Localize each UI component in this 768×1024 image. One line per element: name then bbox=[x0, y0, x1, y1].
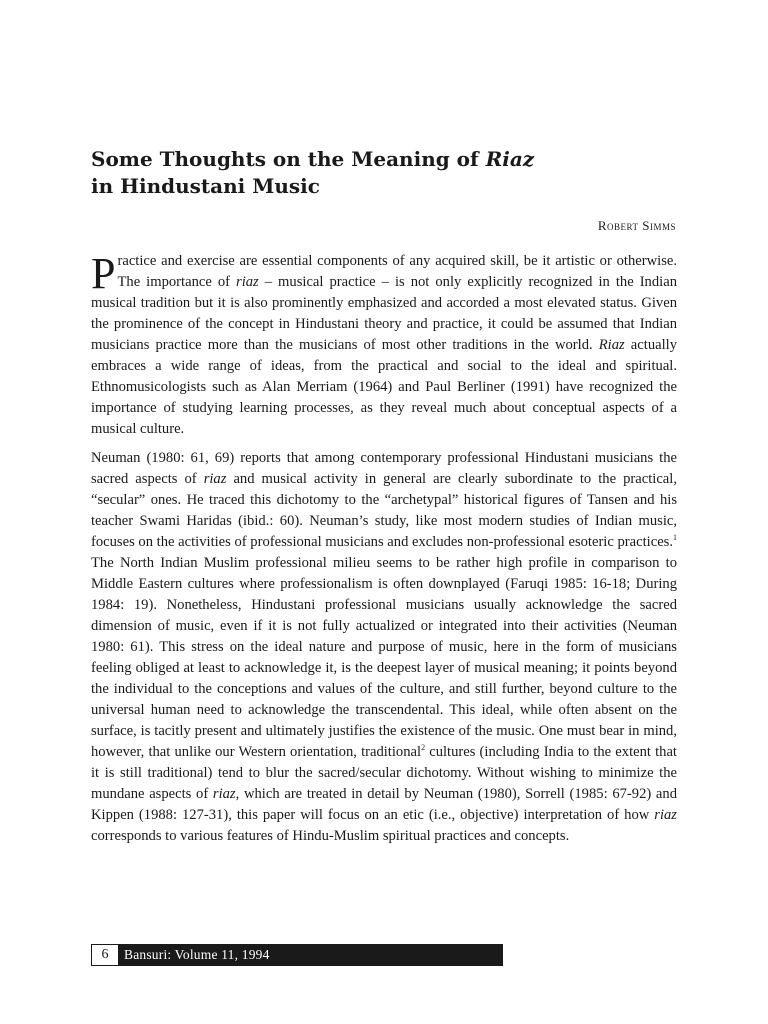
title-line1-italic: Riaz bbox=[485, 147, 535, 171]
p2-italic-1: riaz bbox=[203, 471, 227, 487]
p2-text-4: cultures (including India to the extent that it is still traditional) tend to blur the sacred/secular dichotomy. Without wishing to minimize the mundane aspects of bbox=[91, 744, 677, 802]
paragraph-2 bbox=[91, 448, 677, 847]
article-title bbox=[91, 146, 691, 200]
drop-cap: P bbox=[91, 249, 116, 298]
p1-text-2: – musical practice – is not only explicitly recognized in the Indian musical tradition but it is also prominently emphasized and accorded a most elevated status. Given the prominence of the concept in Hindustani theory and practice, it could be assumed that Indian musicians practice more than the musicians of most other traditions in the world. bbox=[91, 274, 677, 353]
author-name: Robert Simms bbox=[597, 218, 676, 233]
page-number: 6 bbox=[92, 945, 118, 965]
page-footer bbox=[91, 944, 503, 966]
p1-italic-1: riaz bbox=[236, 274, 259, 290]
p2-italic-2: riaz bbox=[212, 786, 236, 802]
p2-text-1: Neuman (1980: 61, 69) reports that among contemporary professional Hindustani musicians the sacred aspects of bbox=[91, 450, 677, 487]
title-line2: in Hindustani Music bbox=[91, 174, 320, 198]
journal-citation: Bansuri: Volume 11, 1994 bbox=[124, 947, 270, 962]
p1-italic-2: Riaz bbox=[598, 337, 625, 353]
p2-text-6: corresponds to various features of Hindu-Muslim spiritual practices and concepts. bbox=[91, 828, 570, 844]
footnote-ref-1: 1 bbox=[673, 533, 677, 542]
p2-text-3: The North Indian Muslim professional milieu seems to be rather high profile in comparison to Middle Eastern cultures where professionalism is often downplayed (Faruqi 1985: 16-18; During 1984: 19). Nonetheless, Hindustani professional musicians usually acknowledge the sacred dimension of music, even if it is not fully actualized or integrated into their activities (Neuman 1980: 61). This stress on the ideal nature and purpose of music, here in the form of musicians feeling obliged at least to acknowledge it, is the deepest layer of musical meaning; it points beyond the individual to the conceptions and values of the culture, and still further, beyond culture to the universal human need to acknowledge the transcendental. This ideal, while often absent on the surface, is tacitly present and ultimately justifies the existence of the music. One must bear in mind, however, that unlike our Western orientation, traditional bbox=[91, 555, 677, 760]
footnote-ref-2: 2 bbox=[421, 743, 426, 752]
title-line1-prefix: Some Thoughts on the Meaning of bbox=[91, 147, 486, 171]
p2-text-5: , which are treated in detail by Neuman (1980), Sorrell (1985: 67-92) and Kippen (1988: 127-31), this paper will focus on an etic (i.e., objective) interpretation of how bbox=[91, 786, 678, 823]
p1-text-1: ractice and exercise are essential components of any acquired skill, be it artistic or otherwise. The importance of bbox=[117, 253, 677, 290]
p2-text-2: and musical activity in general are clearly subordinate to the practical, “secular” ones. He traced this dichotomy to the “archetypal” historical figures of Tansen and his teacher Swami Haridas (ibid.: 60). Neuman’s study, like most modern studies of Indian music, focuses on the activities of professional musicians and excludes non-professional esoteric practices. bbox=[91, 471, 677, 550]
p1-text-3: actually embraces a wide range of ideas, from the practical and social to the ideal and spiritual. Ethnomusicologists such as Alan Merriam (1964) and Paul Berliner (1991) have recognized the importance of studying learning processes, as they reveal much about conceptual aspects of a musical culture. bbox=[91, 337, 677, 437]
p2-italic-3: riaz bbox=[654, 807, 677, 823]
article-body bbox=[91, 251, 677, 847]
paragraph-1 bbox=[91, 251, 677, 440]
